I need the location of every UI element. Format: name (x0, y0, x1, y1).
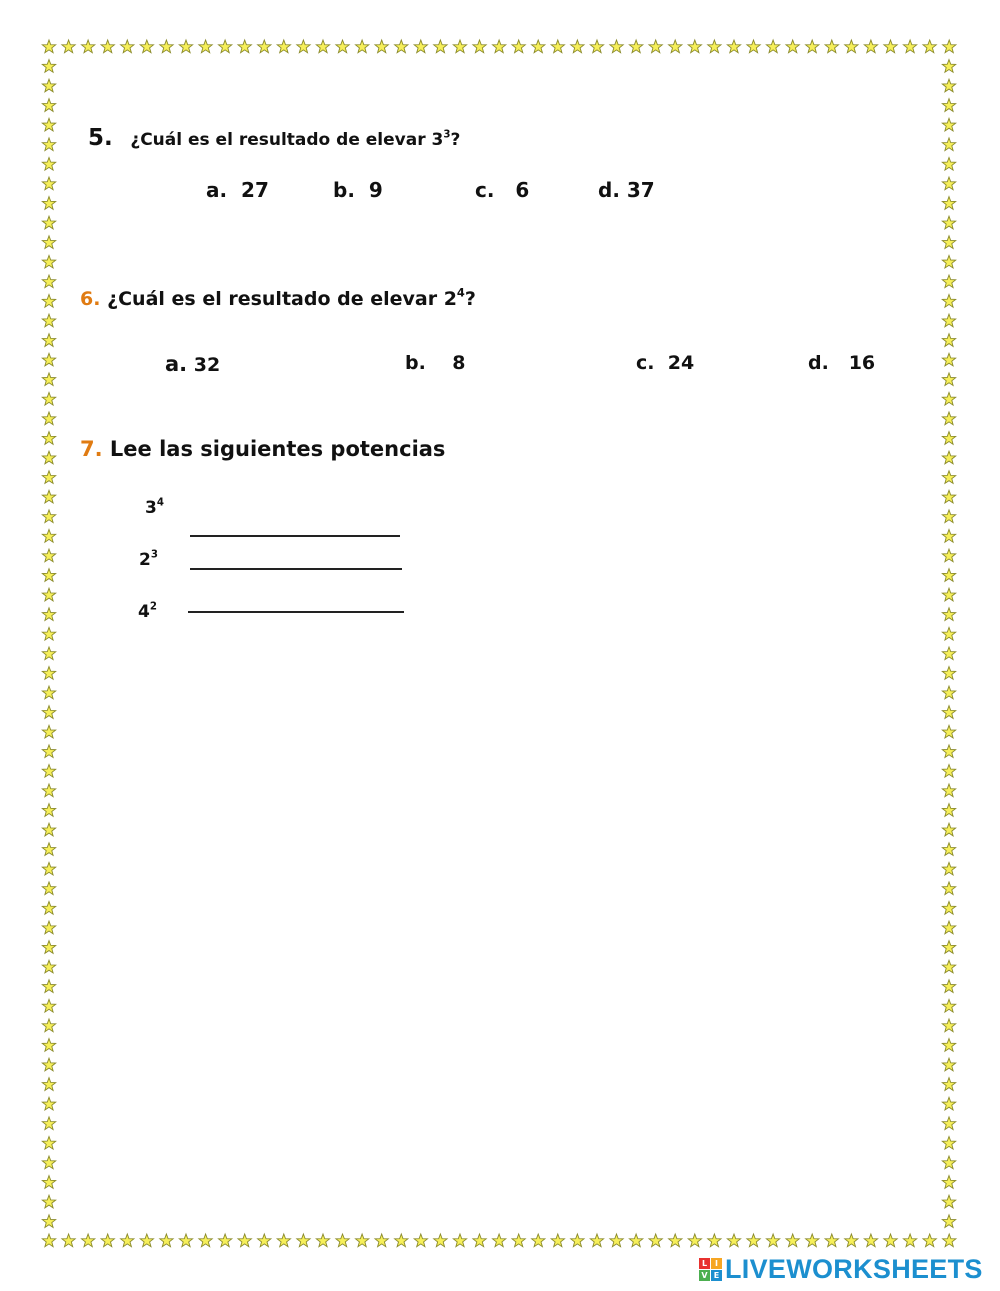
star-icon (727, 1234, 740, 1247)
star-icon (942, 823, 955, 836)
star-icon (884, 1234, 897, 1247)
star-icon (297, 1234, 310, 1247)
star-icon (942, 412, 955, 425)
star-icon (395, 1234, 408, 1247)
star-icon (199, 40, 212, 53)
star-icon (825, 40, 838, 53)
star-icon (942, 1039, 955, 1052)
star-icon (942, 921, 955, 934)
star-icon (884, 40, 897, 53)
star-icon (943, 40, 956, 53)
star-icon (42, 1058, 55, 1071)
star-icon (42, 627, 55, 640)
star-icon (942, 118, 955, 131)
star-icon (42, 784, 55, 797)
star-icon (414, 40, 427, 53)
star-icon (942, 882, 955, 895)
star-icon (532, 1234, 545, 1247)
star-icon (453, 1234, 466, 1247)
star-icon (42, 941, 55, 954)
star-icon (42, 197, 55, 210)
star-icon (942, 451, 955, 464)
star-icon (942, 353, 955, 366)
star-icon (42, 255, 55, 268)
star-icon (42, 314, 55, 327)
star-icon (493, 40, 506, 53)
star-icon (219, 1234, 232, 1247)
star-icon (277, 40, 290, 53)
star-icon (942, 530, 955, 543)
star-icon (942, 510, 955, 523)
star-icon (923, 40, 936, 53)
star-icon (42, 1039, 55, 1052)
star-icon (199, 1234, 212, 1247)
star-icon (942, 980, 955, 993)
star-icon (942, 862, 955, 875)
star-icon (942, 197, 955, 210)
question-7-number: 7. (80, 437, 103, 461)
star-icon (942, 334, 955, 347)
star-icon (375, 40, 388, 53)
star-icon (336, 40, 349, 53)
star-icon (42, 530, 55, 543)
star-icon (942, 295, 955, 308)
star-icon (42, 177, 55, 190)
star-icon (277, 1234, 290, 1247)
star-icon (942, 765, 955, 778)
star-icon (258, 1234, 271, 1247)
star-icon (942, 471, 955, 484)
star-icon (42, 980, 55, 993)
star-icon (590, 40, 603, 53)
star-icon (942, 275, 955, 288)
star-icon (942, 1097, 955, 1110)
star-icon (943, 1234, 956, 1247)
star-icon (42, 99, 55, 112)
q5-option-c[interactable]: c. 6 (475, 178, 530, 202)
star-icon (42, 1176, 55, 1189)
star-icon (395, 40, 408, 53)
star-icon (590, 1234, 603, 1247)
star-icon (942, 569, 955, 582)
star-icon (669, 40, 682, 53)
star-icon (42, 1137, 55, 1150)
star-icon (316, 40, 329, 53)
star-icon (688, 1234, 701, 1247)
star-icon (42, 745, 55, 758)
star-icon (532, 40, 545, 53)
q5-option-b[interactable]: b. 9 (333, 178, 383, 202)
q5-option-d[interactable]: d. 37 (598, 178, 655, 202)
star-icon (610, 40, 623, 53)
star-icon (42, 353, 55, 366)
star-icon (42, 60, 55, 73)
star-icon (942, 608, 955, 621)
star-icon (629, 1234, 642, 1247)
star-icon (42, 275, 55, 288)
star-icon (923, 1234, 936, 1247)
star-icon (903, 1234, 916, 1247)
star-icon (942, 1117, 955, 1130)
star-icon (727, 40, 740, 53)
star-icon (42, 1156, 55, 1169)
star-icon (42, 216, 55, 229)
star-icon (82, 1234, 95, 1247)
star-icon (62, 1234, 75, 1247)
star-icon (551, 40, 564, 53)
star-icon (42, 921, 55, 934)
star-icon (238, 40, 251, 53)
question-7 (80, 437, 445, 461)
star-icon (942, 432, 955, 445)
star-icon (414, 1234, 427, 1247)
star-icon (688, 40, 701, 53)
star-icon (453, 40, 466, 53)
star-icon (942, 1156, 955, 1169)
star-icon (942, 902, 955, 915)
star-icon (942, 177, 955, 190)
star-icon (942, 804, 955, 817)
star-icon (42, 804, 55, 817)
liveworksheets-logo (699, 1254, 983, 1284)
star-icon (42, 765, 55, 778)
star-icon (42, 999, 55, 1012)
question-6-text: ¿Cuál es el resultado de elevar $2^4$? (107, 285, 476, 310)
star-icon (610, 1234, 623, 1247)
star-icon (42, 823, 55, 836)
question-7-text: Lee las siguientes potencias (109, 437, 446, 461)
star-icon (708, 1234, 721, 1247)
star-icon (942, 79, 955, 92)
star-icon (942, 138, 955, 151)
star-icon (42, 432, 55, 445)
star-icon (42, 608, 55, 621)
star-icon (42, 392, 55, 405)
star-icon (258, 40, 271, 53)
star-icon (942, 725, 955, 738)
star-icon (42, 490, 55, 503)
star-icon (42, 138, 55, 151)
star-icon (356, 40, 369, 53)
star-icon (42, 862, 55, 875)
star-icon (434, 1234, 447, 1247)
star-icon (42, 843, 55, 856)
star-icon (942, 99, 955, 112)
star-icon (42, 79, 55, 92)
star-icon (42, 960, 55, 973)
star-icon (942, 549, 955, 562)
star-icon (942, 1176, 955, 1189)
star-icon (356, 1234, 369, 1247)
star-icon (629, 40, 642, 53)
star-icon (121, 40, 134, 53)
star-icon (942, 960, 955, 973)
star-icon (845, 40, 858, 53)
q6-option-b[interactable]: b. 8 (405, 352, 466, 374)
star-icon (42, 118, 55, 131)
star-icon (571, 40, 584, 53)
star-icon (42, 451, 55, 464)
answer-line-2[interactable] (190, 568, 402, 570)
star-icon (42, 706, 55, 719)
star-icon (766, 40, 779, 53)
star-icon (942, 647, 955, 660)
star-icon (62, 40, 75, 53)
star-icon (101, 40, 114, 53)
star-icon (473, 40, 486, 53)
star-icon (493, 1234, 506, 1247)
star-icon (42, 725, 55, 738)
star-icon (316, 1234, 329, 1247)
star-icon (179, 1234, 192, 1247)
star-icon (42, 412, 55, 425)
star-icon (121, 1234, 134, 1247)
q6-option-a[interactable]: a. 32 (165, 352, 221, 376)
star-icon (42, 1097, 55, 1110)
star-icon (942, 392, 955, 405)
star-icon (942, 1019, 955, 1032)
star-icon (942, 255, 955, 268)
star-icon (179, 40, 192, 53)
star-icon (669, 1234, 682, 1247)
star-icon (42, 686, 55, 699)
star-icon (42, 667, 55, 680)
star-icon (942, 236, 955, 249)
question-5 (88, 125, 460, 151)
star-icon (42, 1117, 55, 1130)
star-icon (786, 1234, 799, 1247)
star-icon (942, 1215, 955, 1228)
star-icon (571, 1234, 584, 1247)
star-icon (942, 745, 955, 758)
star-icon (942, 60, 955, 73)
power-2: $2^3$ (139, 549, 158, 570)
star-icon (512, 40, 525, 53)
star-icon (942, 373, 955, 386)
star-icon (942, 784, 955, 797)
question-6-number: 6. (80, 288, 101, 310)
star-icon (942, 686, 955, 699)
star-icon (806, 40, 819, 53)
star-icon (434, 40, 447, 53)
star-icon (42, 1234, 55, 1247)
star-icon (942, 588, 955, 601)
star-icon (942, 667, 955, 680)
star-icon (42, 588, 55, 601)
star-icon (42, 902, 55, 915)
logo-tiles-icon: L I V E (699, 1258, 722, 1281)
power-3: $4^2$ (138, 601, 157, 622)
star-icon (160, 1234, 173, 1247)
star-icon (82, 40, 95, 53)
star-icon (42, 510, 55, 523)
star-icon (42, 40, 55, 53)
star-icon (942, 1195, 955, 1208)
star-icon (825, 1234, 838, 1247)
answer-line-3[interactable] (188, 611, 404, 613)
star-icon (942, 843, 955, 856)
star-icon (864, 40, 877, 53)
star-icon (747, 1234, 760, 1247)
answer-line-1[interactable] (190, 535, 400, 537)
star-icon (101, 1234, 114, 1247)
star-icon (942, 158, 955, 171)
star-icon (551, 1234, 564, 1247)
star-icon (942, 706, 955, 719)
question-5-number: 5. (88, 125, 113, 151)
star-icon (942, 1078, 955, 1091)
star-icon (42, 1019, 55, 1032)
star-icon (473, 1234, 486, 1247)
star-icon (336, 1234, 349, 1247)
star-icon (140, 40, 153, 53)
star-icon (42, 1195, 55, 1208)
star-icon (42, 334, 55, 347)
star-icon (375, 1234, 388, 1247)
star-icon (806, 1234, 819, 1247)
star-icon (786, 40, 799, 53)
star-icon (42, 295, 55, 308)
star-icon (219, 40, 232, 53)
star-icon (942, 1058, 955, 1071)
star-icon (297, 40, 310, 53)
star-icon (942, 314, 955, 327)
star-icon (160, 40, 173, 53)
star-icon (42, 882, 55, 895)
star-icon (42, 1078, 55, 1091)
star-icon (942, 490, 955, 503)
star-icon (864, 1234, 877, 1247)
q6-option-d[interactable]: d. 16 (808, 352, 876, 374)
star-icon (649, 40, 662, 53)
star-icon (512, 1234, 525, 1247)
star-icon (942, 627, 955, 640)
star-icon (140, 1234, 153, 1247)
star-icon (942, 999, 955, 1012)
star-icon (649, 1234, 662, 1247)
brand-name: LIVEWORKSHEETS (725, 1253, 983, 1284)
star-icon (845, 1234, 858, 1247)
star-icon (42, 569, 55, 582)
star-icon (42, 549, 55, 562)
star-icon (903, 40, 916, 53)
star-icon (942, 941, 955, 954)
star-icon (942, 216, 955, 229)
star-icon (42, 471, 55, 484)
star-icon (747, 40, 760, 53)
star-icon (942, 1137, 955, 1150)
question-6 (80, 285, 476, 310)
q6-option-c[interactable]: c. 24 (636, 352, 695, 374)
star-icon (42, 647, 55, 660)
star-icon (42, 1215, 55, 1228)
star-icon (708, 40, 721, 53)
star-icon (766, 1234, 779, 1247)
question-5-text: ¿Cuál es el resultado de elevar $3^3$? (130, 129, 461, 150)
star-icon (238, 1234, 251, 1247)
star-icon (42, 373, 55, 386)
q5-option-a[interactable]: a. 27 (206, 178, 269, 202)
star-icon (42, 236, 55, 249)
star-icon (42, 158, 55, 171)
power-1: $3^4$ (145, 497, 164, 518)
